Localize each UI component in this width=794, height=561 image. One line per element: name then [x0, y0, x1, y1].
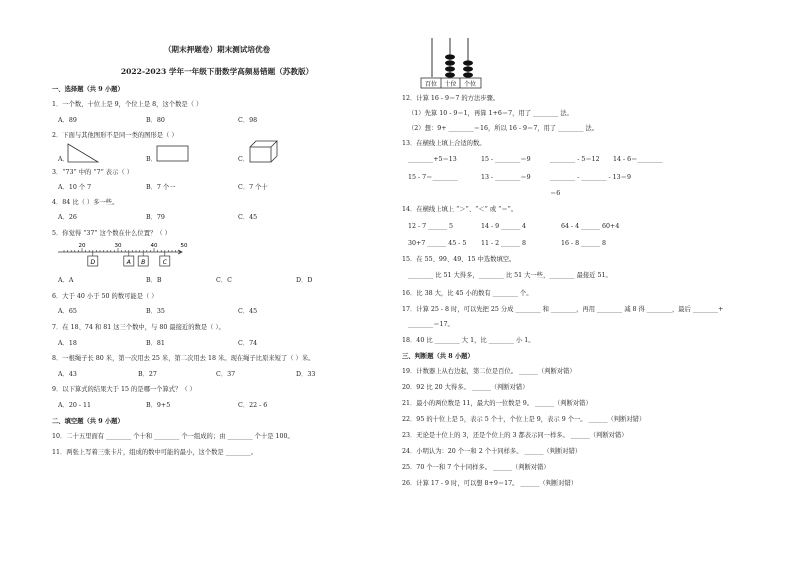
question-20[interactable]: 20．92 比 20 大得多。 ______（判断对错） — [402, 384, 529, 391]
q3-option-b[interactable]: B．7 个一 — [146, 184, 176, 191]
q2-option-b[interactable]: B． — [146, 156, 157, 163]
q4-option-b[interactable]: B．79 — [146, 214, 165, 221]
cuboid-shape — [249, 140, 279, 164]
question-15-blanks[interactable]: ________ 比 51 大得多，________ 比 51 大一些，________ 最接近 51。 — [408, 272, 612, 279]
question-9: 9．以下算式的结果大于 15 的是哪一个算式？（ ） — [52, 386, 196, 393]
q6-option-b[interactable]: B．35 — [146, 308, 165, 315]
number-line-box-label: C — [162, 259, 167, 266]
q4-option-c[interactable]: C．45 — [238, 214, 258, 221]
q9-option-a[interactable]: A．20 - 11 — [58, 402, 92, 409]
number-line — [56, 240, 186, 270]
abacus-label-hundreds: 百位 — [424, 81, 438, 88]
q5-option-b[interactable]: B．B — [146, 277, 162, 284]
q14-blank[interactable]: 64 - 4 ______ 60+4 — [561, 223, 620, 230]
question-13: 13．在横线上填上合适的数。 — [402, 140, 486, 147]
q13-blank[interactable]: 13 - ________＝9 — [481, 174, 531, 181]
q8-option-b[interactable]: B．27 — [138, 371, 157, 378]
q6-option-a[interactable]: A．65 — [58, 308, 77, 315]
q14-blank[interactable]: 30+7 ______ 45 - 5 — [408, 240, 467, 247]
question-21[interactable]: 21．最小的两位数是 11，最大的一位数是 9。 ______（判断对错） — [402, 400, 592, 407]
q13-blank[interactable]: 15 - ________＝9 — [481, 156, 531, 163]
question-19[interactable]: 19．计数器上从右边起，第二位是百位。 ______（判断对错） — [402, 368, 576, 375]
question-23[interactable]: 23．无论是十位上的 3，还是个位上的 3 都表示同一样多。 ______（判断对错） — [402, 432, 628, 439]
q5-option-a[interactable]: A．A — [58, 277, 74, 284]
q13-blank[interactable]: 15 - 7＝________ — [408, 174, 458, 181]
q5-option-c[interactable]: C．C — [216, 277, 232, 284]
question-22[interactable]: 22．95 的十位上是 5，表示 5 个十，个位上是 9，表示 9 个一。 ______（判断对错） — [402, 416, 646, 423]
q3-option-a[interactable]: A．10 个 7 — [58, 184, 92, 191]
question-12-part-1: （1）先算 10 - 9＝1，再算 1+6＝7，用了 ________ 法。 — [408, 110, 573, 117]
q1-option-a[interactable]: A．89 — [58, 117, 77, 124]
number-line-box-label: A — [126, 259, 131, 266]
q1-option-b[interactable]: B．80 — [146, 117, 165, 124]
question-10: 10．二十五里面有 ________ 个十和 ________ 个一组成的；由 ________ 个十是 100。 — [52, 433, 294, 440]
q13-blank[interactable]: ________ - 5＝12 — [550, 156, 600, 163]
q7-option-b[interactable]: B．81 — [146, 340, 165, 347]
q6-option-c[interactable]: C．45 — [238, 308, 258, 315]
q13-extra: ＝6 — [550, 190, 561, 197]
q13-blank[interactable]: 14 - 6＝________ — [613, 156, 663, 163]
q9-option-c[interactable]: C．22 - 6 — [238, 402, 268, 409]
question-8: 8．一根绳子长 80 米，第一次用去 25 米，第二次用去 18 米。现在绳子比原来短了（ ）米。 — [52, 355, 315, 362]
question-18[interactable]: 18．40 比 ________ 大 1，比 ________ 小 1。 — [402, 337, 535, 344]
q14-blank[interactable]: 16 - 8 ______ 8 — [561, 240, 607, 247]
q2-option-c[interactable]: C． — [238, 156, 250, 163]
abacus-label-ones: 个位 — [463, 81, 477, 88]
question-4: 4．84 比（ ）多一些。 — [52, 199, 119, 206]
q14-blank[interactable]: 11 - 2 ______ 8 — [481, 240, 527, 247]
q13-blank[interactable]: ________ - ________ - 13＝9 — [550, 174, 631, 181]
number-line-label: 50 — [180, 243, 188, 249]
section-choice: 一、选择题（共 9 小题） — [52, 86, 124, 93]
question-25[interactable]: 25．70 个一和 7 个十同样多。 ______（判断对错） — [402, 464, 550, 471]
question-12-part-2: （2）想：9+ ________＝16，所以 16 - 9＝7，用了 ________ 法。 — [408, 125, 598, 132]
q3-option-c[interactable]: C．7 个十 — [238, 184, 268, 191]
q7-option-a[interactable]: A．18 — [58, 340, 77, 347]
abacus-label-tens: 十位 — [444, 81, 457, 88]
q7-option-c[interactable]: C．74 — [238, 340, 258, 347]
question-15: 15．在 55、99、49、15 中选数填空。 — [402, 256, 516, 263]
section-judge: 三、判断题（共 8 小题） — [402, 353, 474, 360]
question-1: 1．一个数，十位上是 9，个位上是 8，这个数是（ ） — [52, 101, 203, 108]
q4-option-a[interactable]: A．26 — [58, 214, 77, 221]
question-5: 5．你觉得 “37” 这个数在什么位置？（ ） — [52, 230, 171, 237]
question-7: 7．在 18、74 和 81 这三个数中，与 80 最接近的数是（ ）。 — [52, 324, 225, 331]
q13-blank[interactable]: ________+5＝13 — [408, 156, 457, 163]
number-line-box-label: B — [141, 259, 146, 266]
q8-option-a[interactable]: A．43 — [58, 371, 77, 378]
question-17-cont[interactable]: ________＝17。 — [408, 321, 454, 328]
question-3: 3．“73” 中的 “7” 表示（ ） — [52, 169, 133, 176]
section-fill: 二、填空题（共 9 小题） — [52, 418, 124, 425]
rectangle-shape — [156, 145, 190, 163]
q14-blank[interactable]: 12 - 7 ______ 5 — [408, 223, 454, 230]
q9-option-b[interactable]: B．9+5 — [146, 402, 171, 409]
q1-option-c[interactable]: C．98 — [238, 117, 258, 124]
triangle-shape — [67, 143, 99, 163]
question-24[interactable]: 24．小明认为：20 个一和 2 个十同样多。 ______（判断对错） — [402, 448, 582, 455]
question-26[interactable]: 26．计算 17 - 9 时，可以想 8+9＝17。 ______（判断对错） — [402, 480, 578, 487]
question-11: 11．两张上写着三张卡片，组成的数中可能的最小，这个数是 ________。 — [52, 449, 258, 456]
question-12: 12．计算 16 - 9＝7 的方法步骤。 — [402, 95, 500, 102]
q8-option-c[interactable]: C．37 — [216, 371, 236, 378]
number-line-label: 30 — [114, 243, 122, 249]
q5-option-d[interactable]: D．D — [296, 277, 313, 284]
q2-option-a[interactable]: A． — [58, 156, 69, 163]
page-title: （期末押题卷）期末测试培优卷 — [163, 45, 271, 54]
abacus — [420, 38, 488, 90]
question-16[interactable]: 16．比 38 大，比 45 小的数有 ________ 个。 — [402, 290, 533, 297]
question-17[interactable]: 17．计算 25 - 8 时，可以先把 25 分成 ________ 和 ________，再用 ________ 减 8 得 ________，最后 ________+ — [402, 306, 724, 313]
number-line-box-label: D — [90, 259, 96, 266]
question-14: 14．在横线上填上 “＞”、“＜” 或 “＝”。 — [402, 206, 518, 213]
question-2: 2．下面与其他图形不是同一类的图形是（ ） — [52, 132, 178, 139]
page-subtitle: 2022-2023 学年一年级下册数学高频易错题（苏教版） — [120, 67, 314, 76]
q14-blank[interactable]: 14 - 9 ______ 4 — [481, 223, 527, 230]
number-line-label: 40 — [150, 243, 158, 249]
q8-option-d[interactable]: D．33 — [296, 371, 316, 378]
number-line-label: 20 — [78, 243, 86, 249]
question-6: 6．大于 40 小于 50 的数可能是（ ） — [52, 293, 158, 300]
